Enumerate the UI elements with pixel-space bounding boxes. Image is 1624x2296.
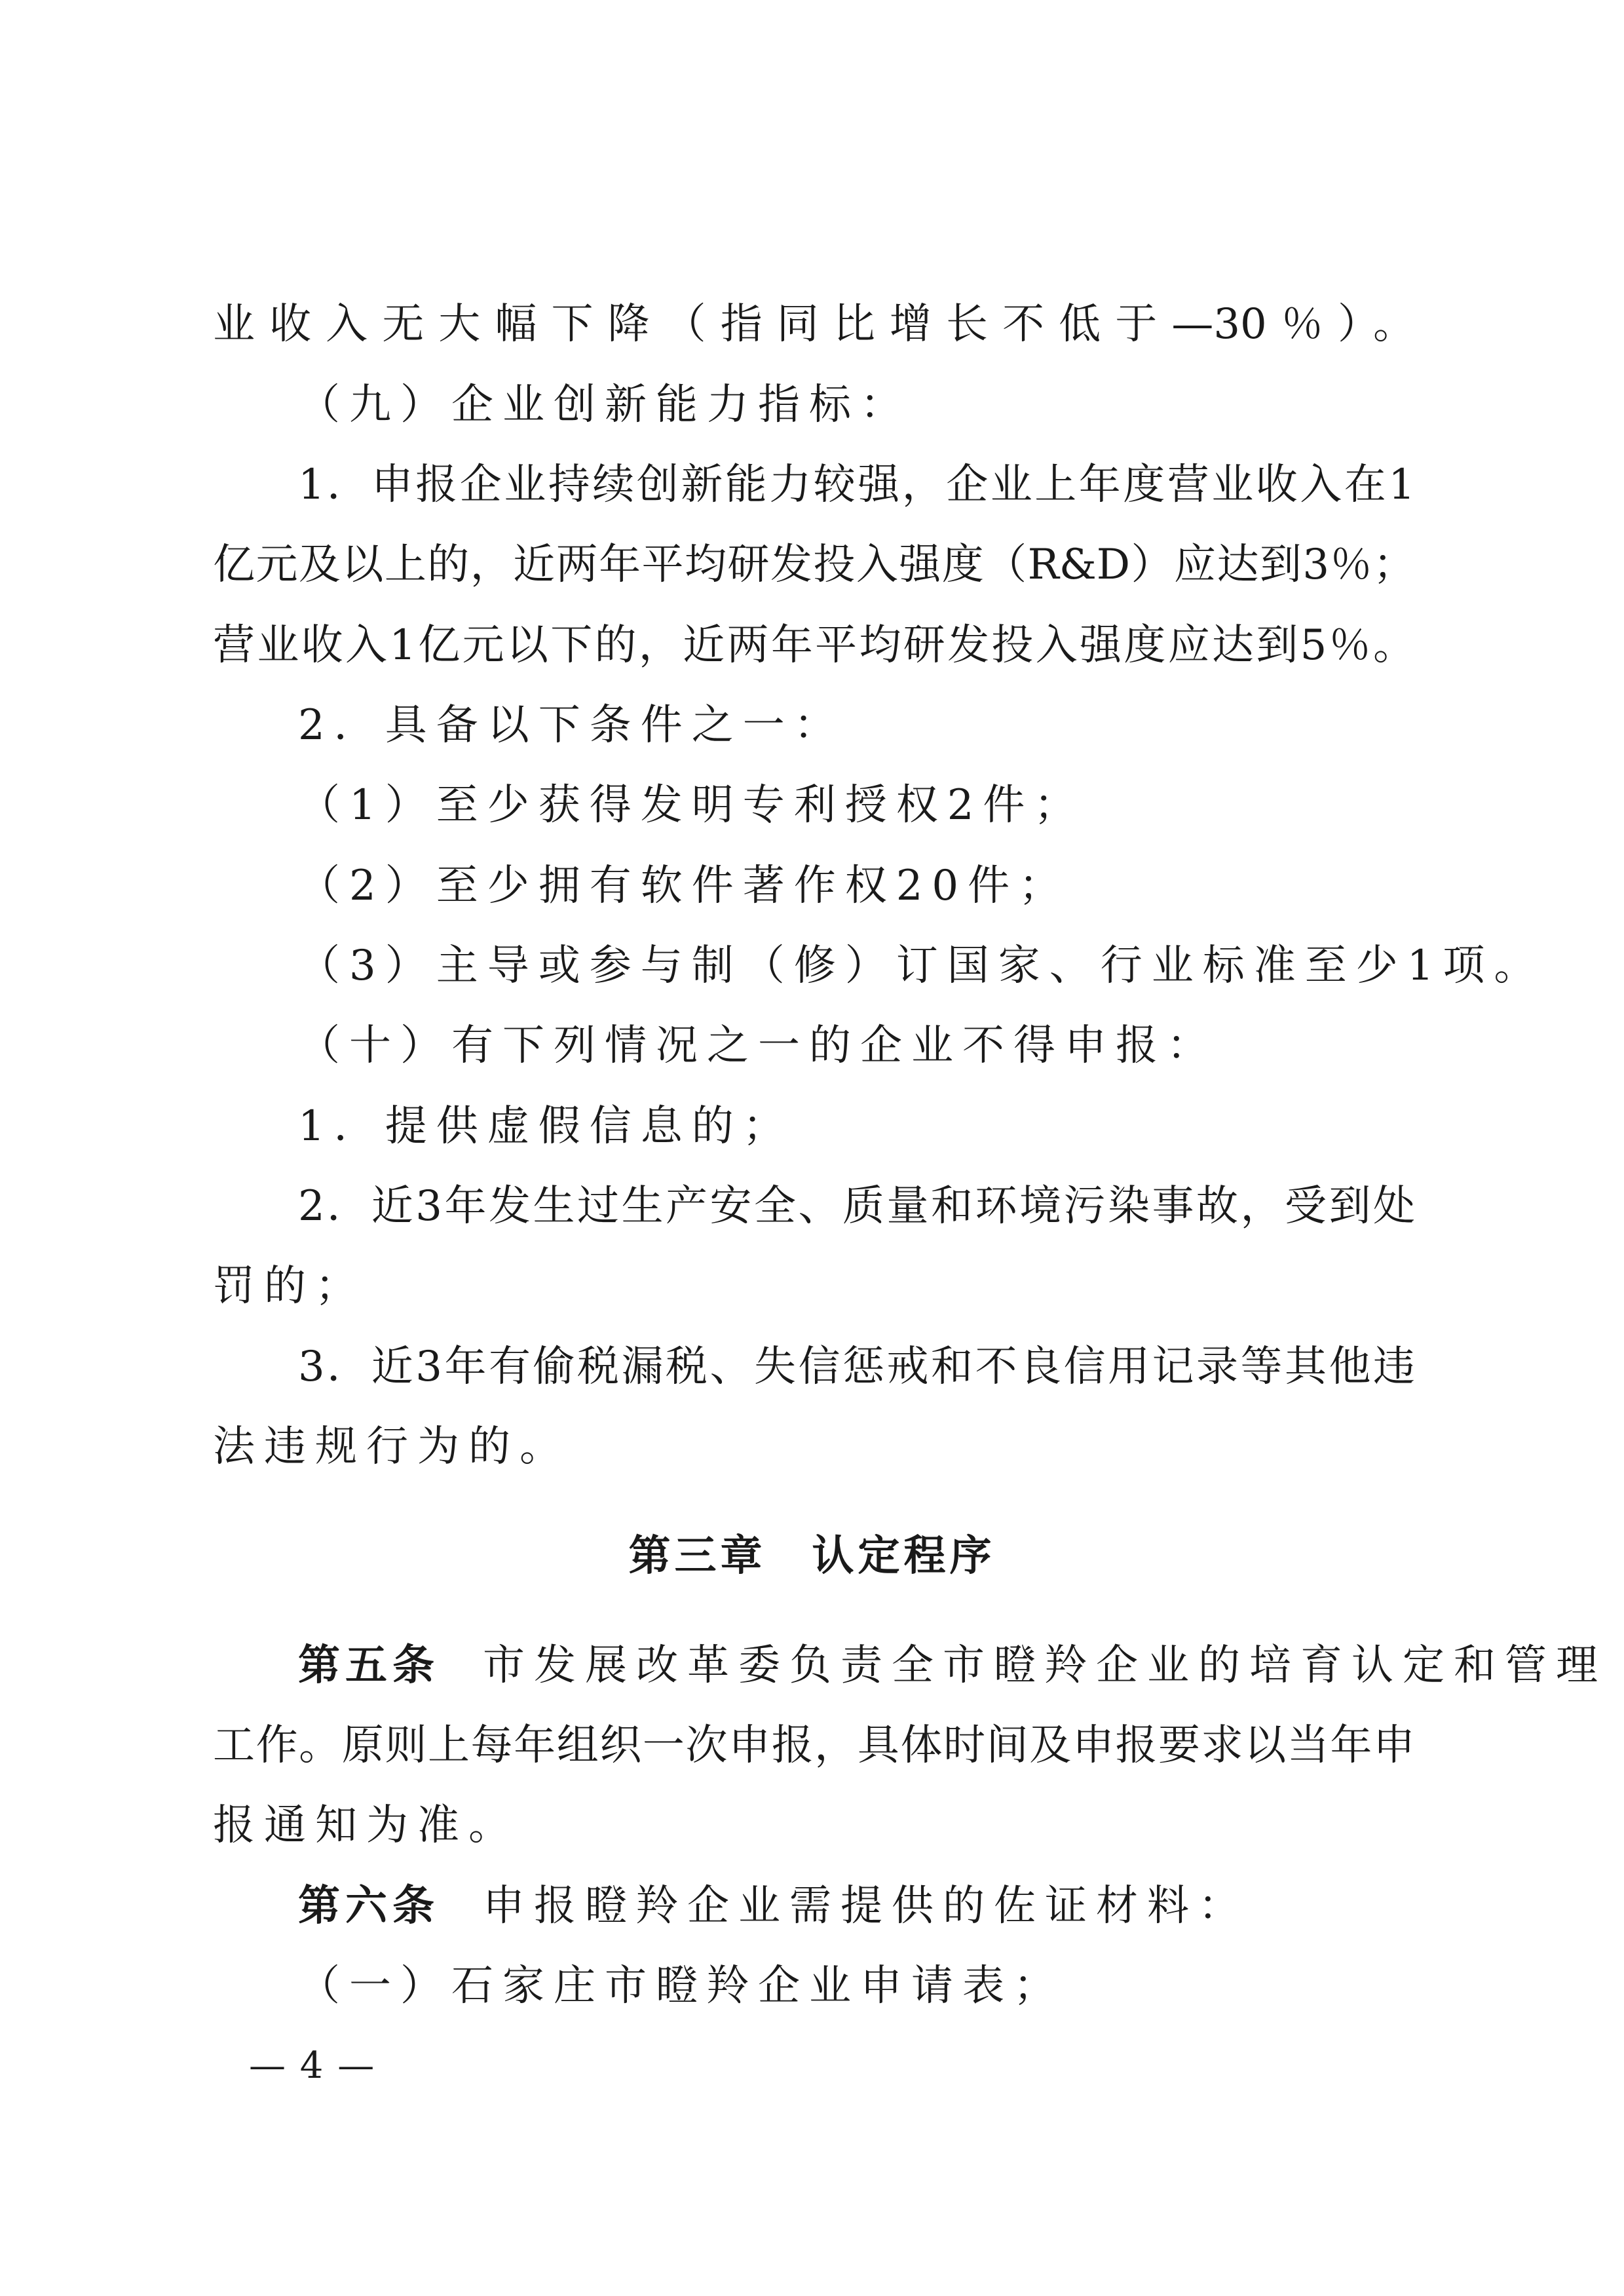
paragraph-line-13: 罚的； bbox=[213, 1262, 366, 1311]
paragraph-line-10: （十）有下列情况之一的企业不得申报： bbox=[298, 1022, 1218, 1070]
article-5-text-1: 市发展改革委负责全市瞪羚企业的培育认定和管理 bbox=[483, 1641, 1607, 1690]
paragraph-line-12: 2．近3年发生过生产安全、质量和环境污染事故，受到处 bbox=[298, 1182, 1415, 1231]
article-5-line-3: 报通知为准。 bbox=[213, 1801, 519, 1850]
paragraph-line-6: 2．具备以下条件之一： bbox=[298, 701, 845, 750]
article-6-line-1 bbox=[298, 1880, 1415, 1932]
article-5-line-2: 工作。原则上每年组织一次申报，具体时间及申报要求以当年申 bbox=[213, 1721, 1415, 1770]
article-6-label: 第六条 bbox=[298, 1882, 440, 1930]
article-5-line-1 bbox=[298, 1639, 1607, 1692]
paragraph-line-9: （3）主导或参与制（修）订国家、行业标准至少1项。 bbox=[298, 942, 1545, 990]
paragraph-line-2: （九）企业创新能力指标： bbox=[298, 381, 911, 429]
paragraph-line-11: 1．提供虚假信息的； bbox=[298, 1102, 794, 1151]
paragraph-line-7: （1）至少获得发明专利授权2件； bbox=[298, 781, 1086, 830]
article-5-label: 第五条 bbox=[298, 1641, 440, 1690]
paragraph-line-5: 营业收入1亿元以下的，近两年平均研发投入强度应达到5％。 bbox=[213, 621, 1415, 670]
paragraph-line-14: 3．近3年有偷税漏税、失信惩戒和不良信用记录等其他违 bbox=[298, 1343, 1415, 1391]
page-number: — 4 — bbox=[249, 2044, 376, 2087]
paragraph-line-4: 亿元及以上的，近两年平均研发投入强度（R&D）应达到3％； bbox=[213, 541, 1415, 589]
paragraph-line-3: 1．申报企业持续创新能力较强，企业上年度营业收入在1 bbox=[298, 461, 1415, 509]
article-6-text-1: 申报瞪羚企业需提供的佐证材料： bbox=[483, 1882, 1249, 1930]
paragraph-line-8: （2）至少拥有软件著作权20件； bbox=[298, 862, 1070, 910]
chapter-heading: 第三章 认定程序 bbox=[628, 1532, 996, 1580]
article-6-line-2: （一）石家庄市瞪羚企业申请表； bbox=[298, 1962, 1065, 2010]
paragraph-line-15: 法违规行为的。 bbox=[213, 1423, 571, 1471]
paragraph-line-1: 业收入无大幅下降（指同比增长不低于—30％）。 bbox=[213, 300, 1415, 349]
